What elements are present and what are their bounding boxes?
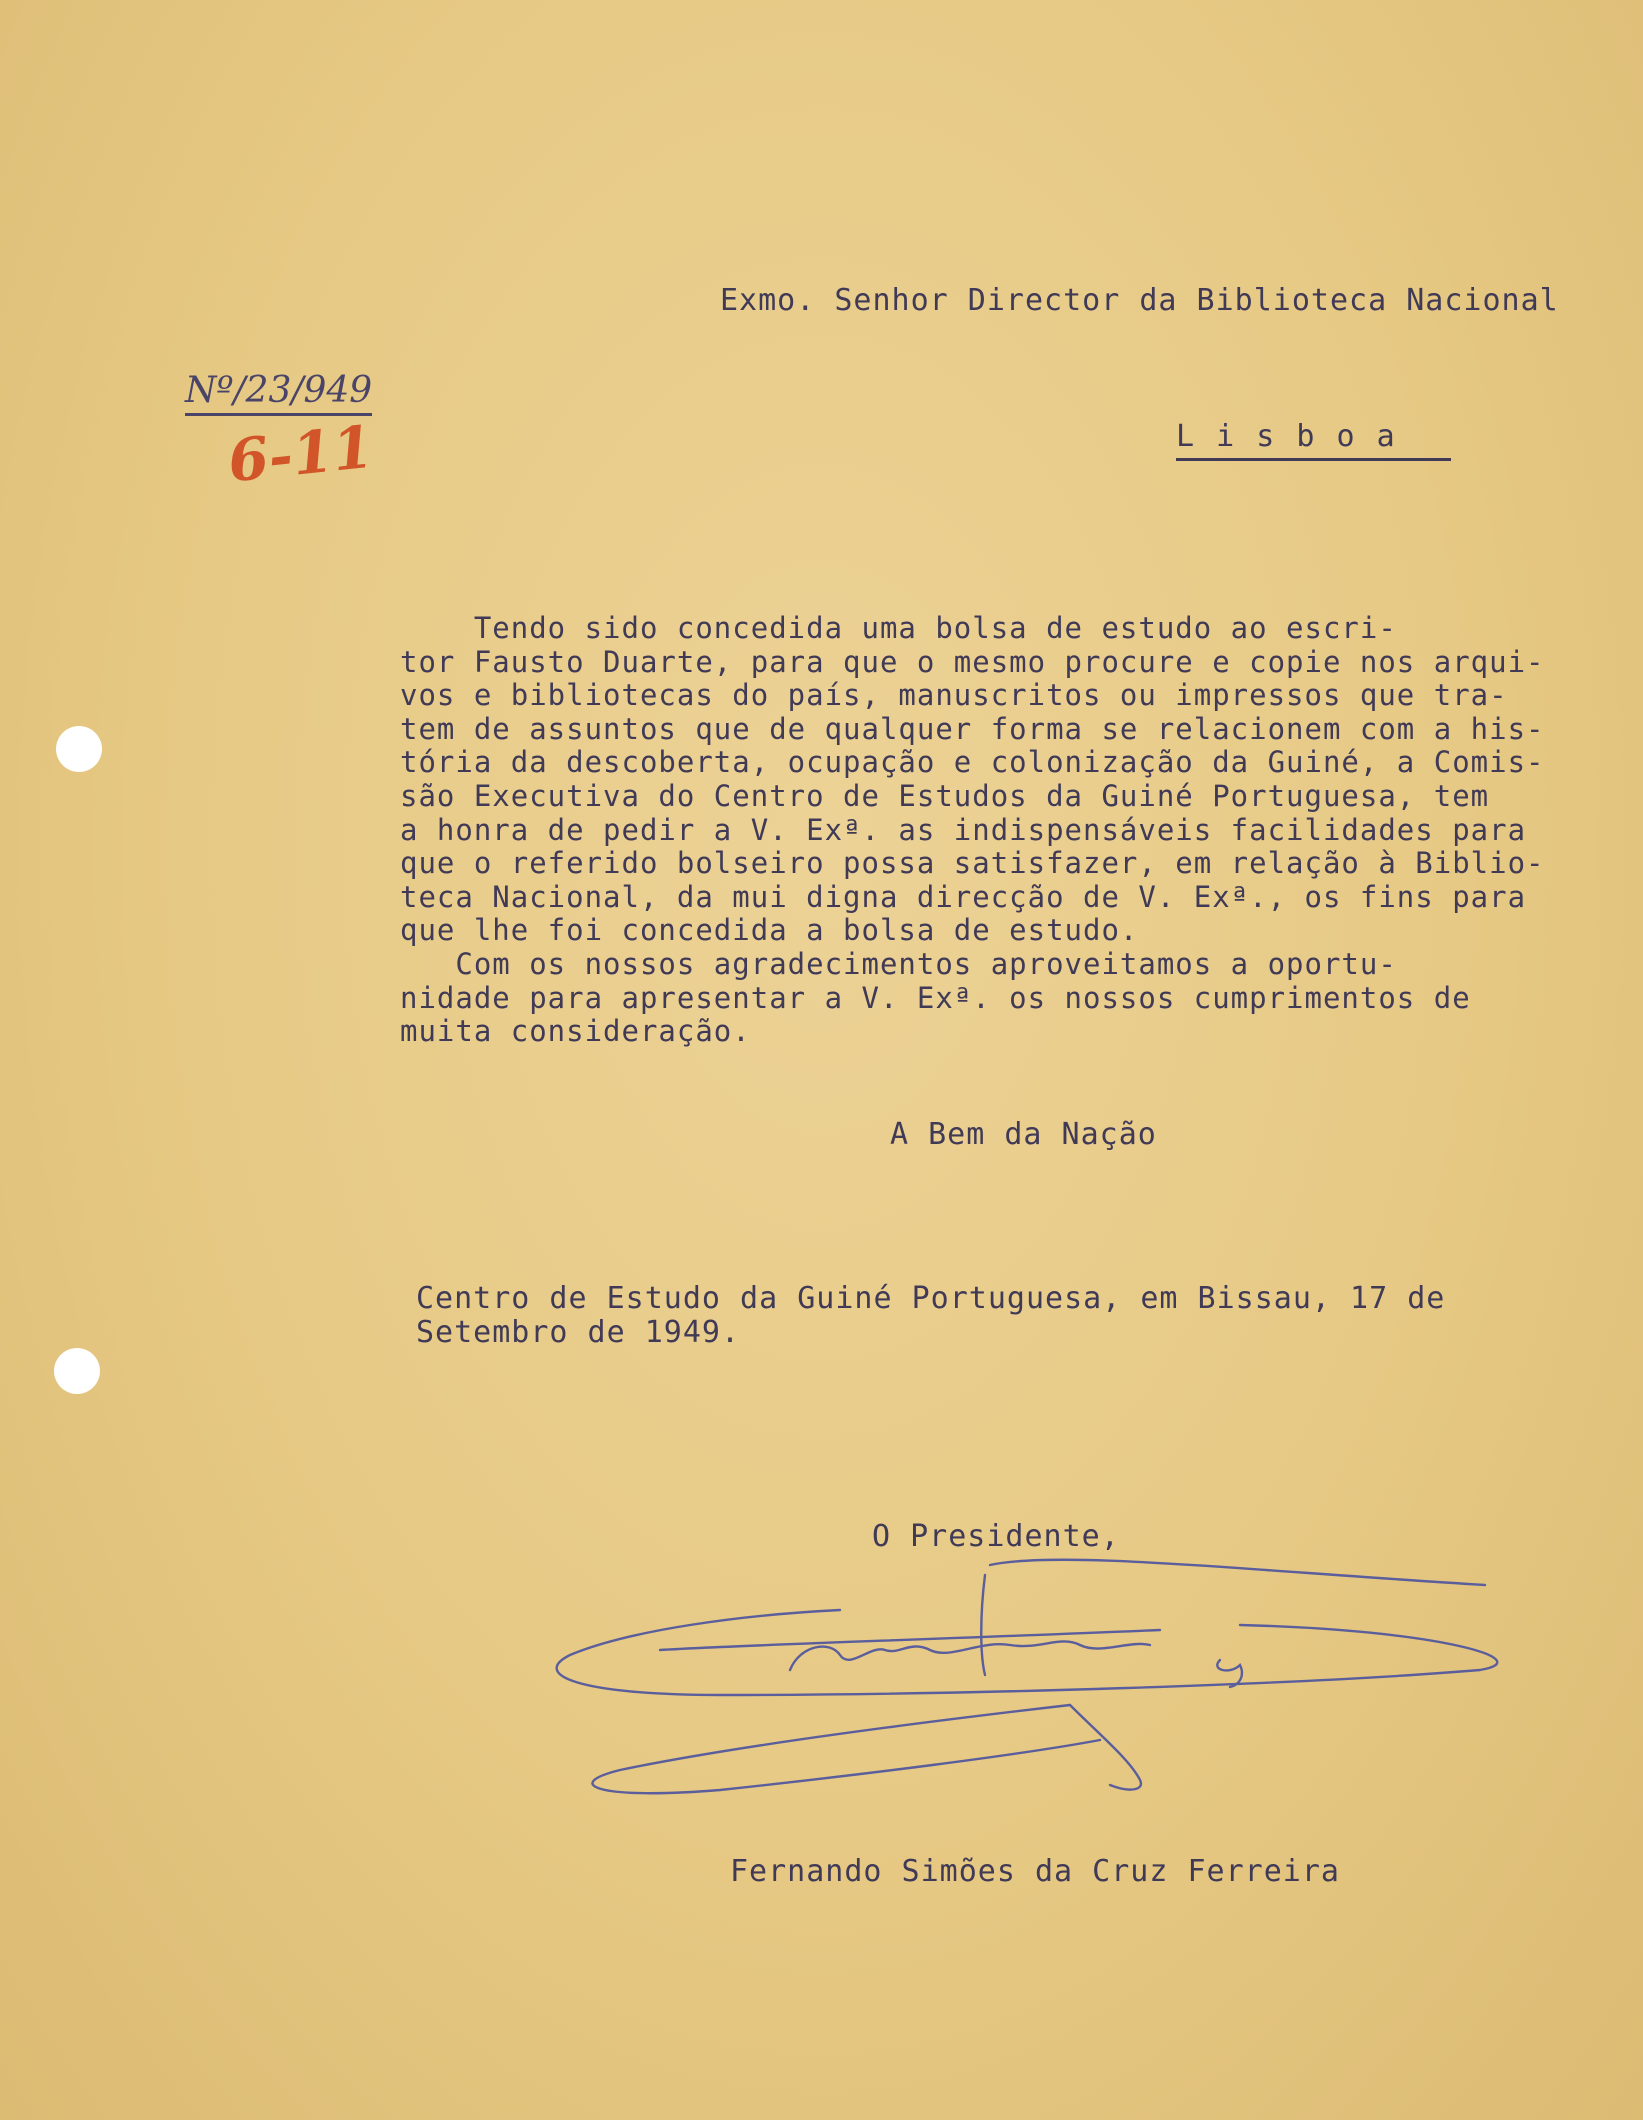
signatory-name: Fernando Simões da Cruz Ferreira [730, 1854, 1340, 1889]
body-line: a honra de pedir a V. Exª. as indispensáveis facilidades para [400, 812, 1527, 847]
punch-hole-bottom [54, 1348, 100, 1394]
place-date-line-2: Setembro de 1949. [416, 1315, 741, 1350]
body-line: nidade para apresentar a V. Exª. os nossos cumprimentos de [400, 980, 1471, 1015]
body-line: que lhe foi concedida a bolsa de estudo. [400, 913, 1139, 948]
body-line: tem de assuntos que de qualquer forma se relacionem com a his- [400, 711, 1545, 746]
signatory-title: O Presidente, [872, 1519, 1120, 1554]
closing-salutation: A Bem da Nação [890, 1117, 1157, 1152]
body-line: que o referido bolseiro possa satisfazer, em relação à Biblio- [400, 846, 1545, 881]
body-line: Com os nossos agradecimentos aproveitamos a oportu- [400, 946, 1397, 981]
body-line: tória da descoberta, ocupação e colonização da Guiné, a Comis- [400, 745, 1545, 780]
red-pencil-mark: 6-11 [224, 412, 377, 496]
body-line: tor Fausto Duarte, para que o mesmo procure e copie nos arqui- [400, 644, 1545, 679]
punch-hole-top [56, 726, 102, 772]
body-line: Tendo sido concedida uma bolsa de estudo ao escri- [400, 611, 1397, 645]
reference-number: Nº/23/949 [185, 370, 372, 416]
body-line: teca Nacional, da mui digna direcção de V. Exª., os fins para [400, 879, 1527, 914]
city-line: L i s b o a [1176, 420, 1451, 461]
letter-body [400, 612, 1630, 1049]
handwritten-signature [540, 1545, 1500, 1815]
body-line: são Executiva do Centro de Estudos da Guiné Portuguesa, tem [400, 778, 1490, 813]
addressee-line: Exmo. Senhor Director da Biblioteca Nacional [720, 283, 1559, 318]
place-date-line-1: Centro de Estudo da Guiné Portuguesa, em Bissau, 17 de [416, 1281, 1446, 1316]
body-line: muita consideração. [400, 1014, 751, 1049]
body-line: vos e bibliotecas do país, manuscritos ou impressos que tra- [400, 678, 1508, 713]
